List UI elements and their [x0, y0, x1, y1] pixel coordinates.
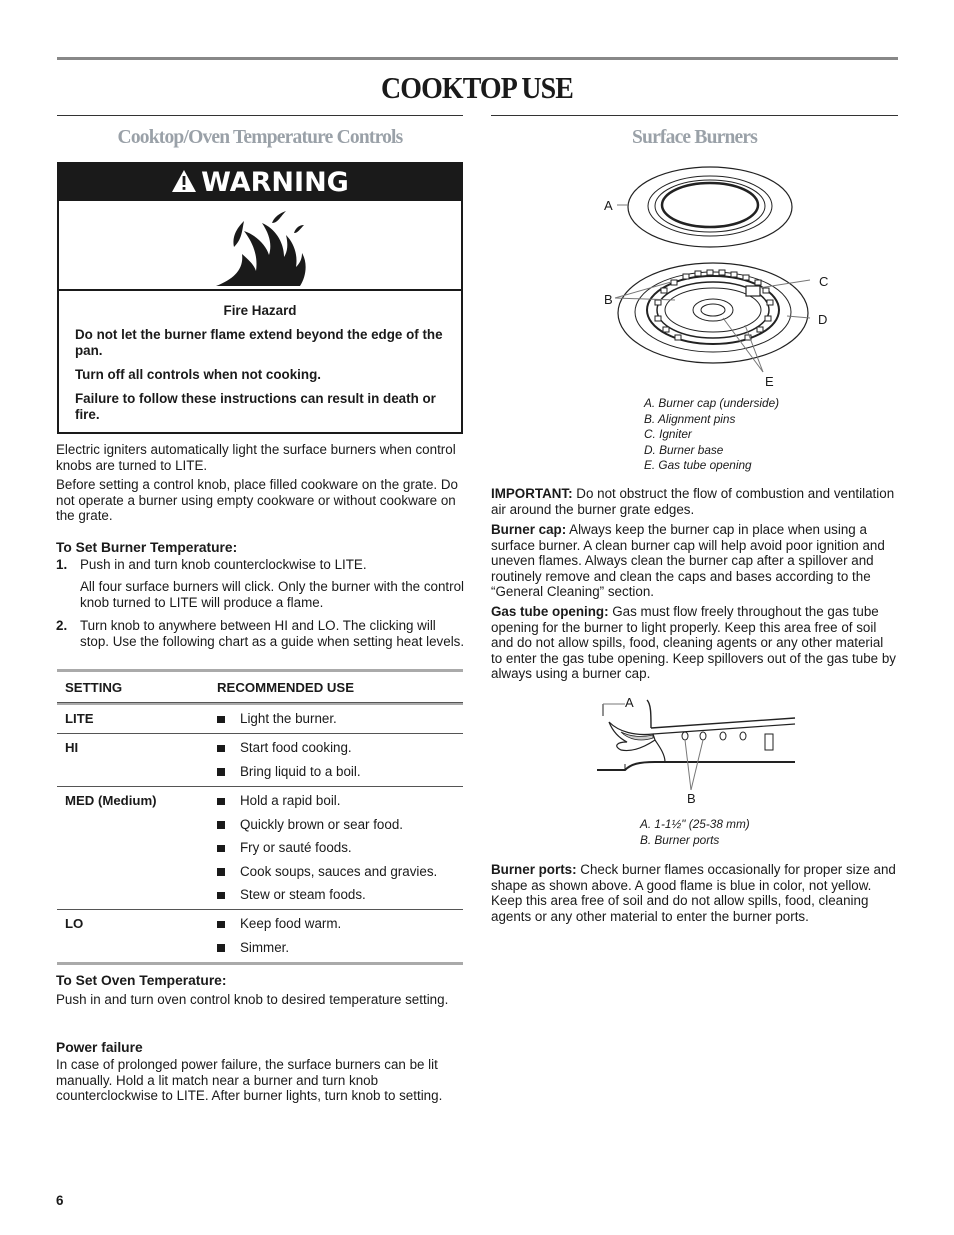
bullet-icon — [217, 768, 225, 776]
section-title-burners: Surface Burners — [631, 127, 758, 148]
list-item: Start food cooking. — [217, 736, 463, 760]
table-header: SETTING — [65, 680, 123, 695]
step-number: 2. — [56, 618, 68, 633]
heat-settings-table — [57, 669, 463, 965]
warning-label: WARNING — [201, 167, 349, 198]
warning-line: Failure to follow these instructions can result in death or fire. — [75, 391, 436, 422]
burner-parts-diagram — [595, 160, 835, 392]
list-item: Light the burner. — [217, 707, 463, 731]
list-item: Hold a rapid boil. — [217, 789, 463, 813]
diagram-label: A — [625, 695, 634, 710]
diagram-label: B — [604, 292, 613, 307]
step-1 — [56, 557, 466, 573]
bullet-icon — [217, 716, 225, 724]
bullet-icon — [217, 921, 225, 929]
oven-temp-heading: To Set Oven Temperature: — [56, 973, 227, 988]
burner-cap-paragraph: Burner cap: Always keep the burner cap in place when using a surface burner. A clean burner cap will help avoid poor ignition and uneven flames. Always clean the burner cap after a spillover and routinely remove and clean the caps and bases according to the “General Cleaning” section. — [491, 522, 885, 600]
table-row — [57, 705, 463, 734]
step-number: 1. — [56, 557, 68, 572]
burner-temp-heading: To Set Burner Temperature: — [56, 540, 238, 555]
list-item: Quickly brown or sear food. — [217, 813, 463, 837]
section-title-controls: Cooktop/Oven Temperature Controls — [117, 127, 403, 148]
power-failure-text: In case of prolonged power failure, the surface burners can be lit manually. Hold a lit match near a burner and turn knob counterclockwise to LITE. After burner lights, turn knob to setting. — [56, 1057, 443, 1104]
warning-line: Do not let the burner flame extend beyond the edge of the pan. — [75, 327, 443, 358]
setting-cell: LO — [65, 916, 84, 931]
power-failure-heading: Power failure — [56, 1040, 143, 1055]
gas-tube-paragraph: Gas tube opening: Gas must flow freely throughout the gas tube opening for the burner to light properly. Keep this area free of soil and do not allow spills, food, cleaning agents or any other material to enter the gas tube opening. Keep spillovers out of the gas tube by always using a burner cap. — [491, 604, 896, 682]
burner-ports-paragraph: Burner ports: Check burner flames occasionally for proper size and shape as shown above. A good flame is blue in color, not yellow. Keep this area free of soil and do not allow spills, food, cleaning agents or any other material to enter the burner ports. — [491, 862, 896, 924]
table-row — [57, 734, 463, 787]
bullet-icon — [217, 745, 225, 753]
diagram-label: E — [765, 374, 774, 389]
diagram-label: D — [818, 312, 828, 327]
list-item: Simmer. — [217, 936, 463, 960]
diagram-label: A — [604, 198, 613, 213]
bullet-icon — [217, 944, 225, 952]
left-column-rule — [57, 115, 463, 116]
diagram-label: B — [687, 791, 696, 806]
step-2-text: Turn knob to anywhere between HI and LO. The clicking will stop. Use the following chart as a guide when setting heat levels. — [80, 618, 465, 649]
list-item: Cook soups, sauces and gravies. — [217, 860, 463, 884]
bullet-icon — [217, 868, 225, 876]
fire-hazard-image — [59, 201, 461, 291]
intro-paragraph: Electric igniters automatically light the surface burners when control knobs are turned to LITE. — [56, 442, 456, 473]
diagram-caption: A. Burner cap (underside) B. Alignment pins C. Igniter D. Burner base E. Gas tube opening — [644, 396, 780, 473]
table-header: RECOMMENDED USE — [217, 680, 355, 695]
table-row — [57, 787, 463, 910]
bullet-icon — [217, 821, 225, 829]
setting-cell: LITE — [65, 711, 94, 726]
diagram-caption: A. 1-1½" (25-38 mm) B. Burner ports — [640, 817, 750, 847]
setting-cell: HI — [65, 740, 79, 755]
list-item: Fry or sauté foods. — [217, 836, 463, 860]
setting-cell: MED (Medium) — [65, 793, 157, 808]
oven-temp-text: Push in and turn oven control knob to desired temperature setting. — [56, 992, 449, 1007]
warning-triangle-icon — [171, 164, 197, 206]
step-1-note: All four surface burners will click. Only the burner with the control knob turned to LITE will produce a flame. — [80, 579, 465, 610]
bullet-icon — [217, 892, 225, 900]
list-item: Bring liquid to a boil. — [217, 760, 463, 784]
right-column-rule — [491, 115, 898, 116]
top-rule — [57, 57, 898, 60]
hazard-title: Fire Hazard — [223, 303, 297, 318]
diagram-label: C — [819, 274, 829, 289]
important-paragraph: IMPORTANT: Do not obstruct the flow of combustion and ventilation air around the burner grate edges. — [491, 486, 895, 517]
bullet-icon — [217, 798, 225, 806]
page-number: 6 — [56, 1193, 64, 1208]
warning-box — [57, 162, 463, 434]
list-item: Keep food warm. — [217, 912, 463, 936]
page-title: COOKTOP USE — [381, 70, 573, 105]
bullet-icon — [217, 845, 225, 853]
warning-header — [59, 164, 461, 201]
table-row — [57, 910, 463, 962]
step-text: Push in and turn knob counterclockwise to LITE. — [80, 557, 367, 572]
warning-line: Turn off all controls when not cooking. — [75, 367, 321, 382]
list-item: Stew or steam foods. — [217, 883, 463, 907]
intro-paragraph: Before setting a control knob, place filled cookware on the grate. Do not operate a burner using empty cookware or without cookware on the grate. — [56, 477, 458, 524]
table-header-row — [57, 672, 463, 703]
flame-icon — [214, 209, 314, 289]
